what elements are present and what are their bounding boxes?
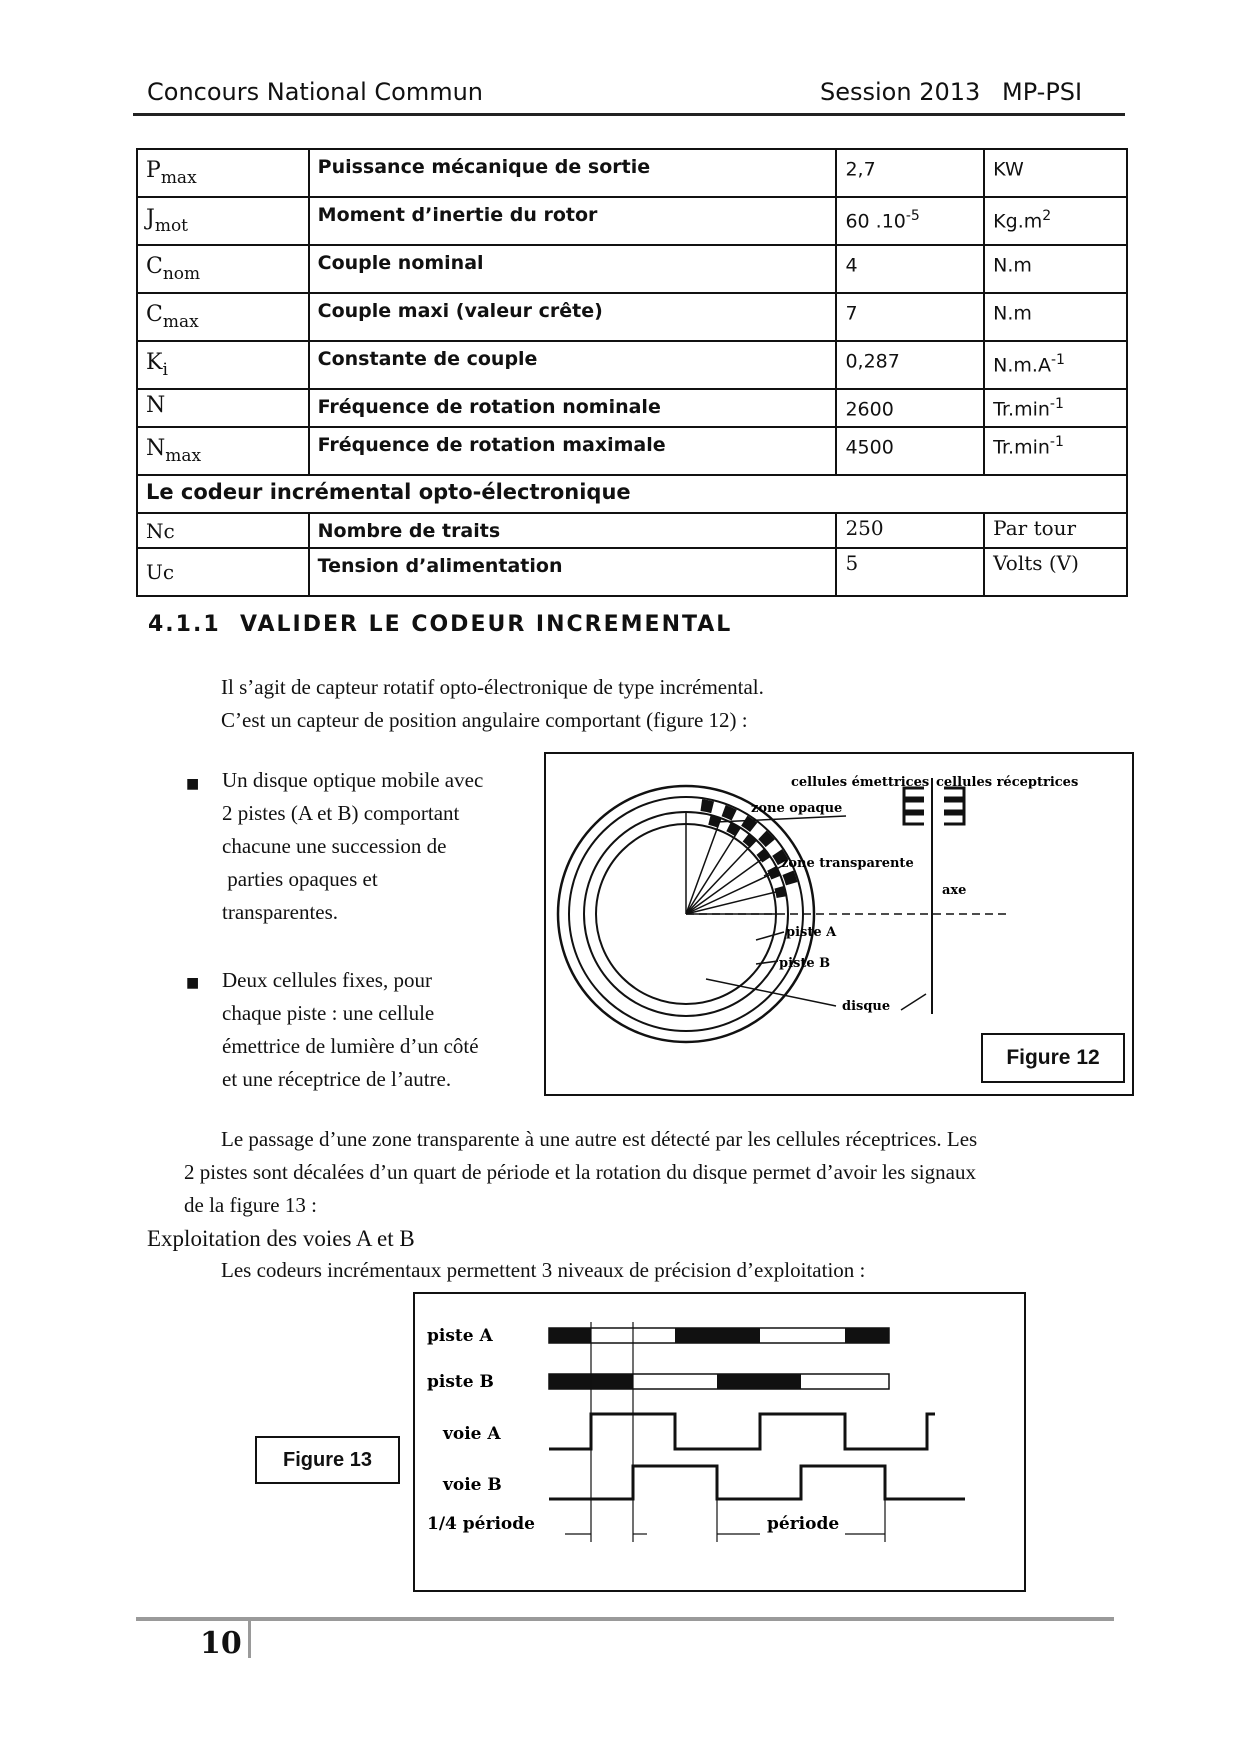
table-row [137, 197, 1127, 245]
signal-timing-diagram [415, 1294, 1024, 1590]
symbol-subscript: max [162, 312, 199, 332]
page-number: 10 [200, 1626, 242, 1661]
table-row [137, 149, 1127, 197]
label-axe: axe [942, 883, 967, 898]
bullet-marker: ■ [186, 776, 200, 792]
voie-a-signal [549, 1414, 935, 1449]
codeur-rows [137, 475, 1127, 596]
symbol: N [146, 518, 164, 543]
symbol-subscript: i [162, 360, 168, 380]
section-title [148, 612, 732, 637]
bullet-line: 2 pistes (A et B) comportant [222, 801, 460, 825]
label-receptrices: cellules réceptrices [936, 775, 1079, 790]
label-voie-a: voie A [443, 1424, 501, 1444]
intro-line-2: C’est un capteur de position angulaire comportant (figure 12) : [221, 708, 748, 732]
value: 2600 [845, 398, 894, 421]
bullet-line: Un disque optique mobile avec [222, 768, 484, 792]
table-row [137, 341, 1127, 389]
symbol-subscript: max [160, 168, 197, 188]
table-row [137, 513, 1127, 548]
unit: Volts (V) [984, 548, 1127, 596]
symbol: N [146, 393, 166, 418]
symbol: U [146, 560, 163, 584]
exploitation-text: Les codeurs incrémentaux permettent 3 niveaux de précision d’exploitation : [221, 1258, 866, 1282]
unit-exponent: -1 [1049, 434, 1064, 450]
symbol-subscript: c [163, 518, 175, 543]
table-row [137, 293, 1127, 341]
bullet-line: Deux cellules fixes, pour [222, 968, 432, 992]
label-periode: période [767, 1514, 840, 1534]
table-section-row [137, 475, 1127, 513]
description: Couple nominal [309, 245, 837, 293]
value: 2,7 [845, 158, 876, 181]
unit: KW [993, 158, 1024, 181]
unit: Par tour [984, 513, 1127, 548]
value: 5 [836, 548, 984, 596]
bullet-marker: ■ [186, 975, 200, 991]
description: Constante de couple [309, 341, 837, 389]
unit: Kg.m [993, 210, 1043, 233]
voie-b-signal [549, 1466, 965, 1499]
symbol: P [146, 158, 161, 183]
symbol-subscript: nom [162, 264, 201, 284]
unit: N.m.A [993, 354, 1051, 377]
symbol: J [146, 206, 155, 231]
exploitation-title: Exploitation des voies A et B [147, 1226, 415, 1251]
bullet-line: chaque piste : une cellule [222, 1001, 435, 1025]
section-number: 4.1.1 [148, 612, 221, 637]
track-b-bar [549, 1374, 889, 1389]
description: Puissance mécanique de sortie [309, 149, 837, 197]
description: Couple maxi (valeur crête) [309, 293, 837, 341]
motor-rows [137, 149, 1127, 475]
unit: Tr.min [993, 398, 1050, 421]
bullet-line: chacune une succession de [222, 834, 447, 858]
opaque-zone-outer [700, 799, 714, 813]
bullet-item-1 [222, 764, 483, 929]
symbol: N [146, 436, 166, 461]
label-quart-periode: 1/4 période [427, 1514, 535, 1534]
description: Moment d’inertie du rotor [309, 197, 837, 245]
label-voie-b: voie B [443, 1475, 502, 1495]
bullet-line: transparentes. [222, 900, 339, 924]
description: Fréquence de rotation maximale [309, 427, 837, 475]
codeur-heading: Le codeur incrémental opto-électronique [137, 475, 1127, 513]
symbol-subscript: max [165, 446, 202, 466]
symbol: C [146, 254, 163, 279]
page-number-bar [248, 1620, 251, 1658]
figure-13 [413, 1292, 1026, 1592]
unit-exponent: -1 [1050, 352, 1065, 368]
symbol: C [146, 302, 163, 327]
bullet-line: et une réceptrice de l’autre. [222, 1067, 452, 1091]
description: Nombre de traits [309, 513, 837, 548]
value: 0,287 [845, 350, 900, 373]
symbol: K [146, 350, 163, 375]
header-session: Session 2013 [820, 78, 981, 106]
table-row [137, 548, 1127, 596]
label-piste-a: piste A [786, 925, 837, 940]
paragraph-line-1: Le passage d’une zone transparente à une autre est détecté par les cellules réceptrices. Les [221, 1127, 978, 1151]
header-title: Concours National Commun [147, 78, 483, 106]
table-row [137, 427, 1127, 475]
bullet-line: parties opaques et [222, 867, 378, 891]
unit: Tr.min [993, 436, 1050, 459]
value: 60 .10 [845, 210, 906, 233]
value: 4500 [845, 436, 894, 459]
footer-rule [136, 1617, 1114, 1621]
track-a-bar [549, 1328, 889, 1343]
spec-table [136, 148, 1128, 597]
label-emettrices: cellules émettrices [791, 775, 930, 790]
label-piste-a: piste A [427, 1326, 493, 1346]
paragraph-line-2: 2 pistes sont décalées d’un quart de période et la rotation du disque permet d’avoir les signaux [184, 1160, 976, 1184]
value-exponent: -5 [905, 208, 920, 224]
symbol-subscript: mot [154, 216, 189, 236]
label-disque: disque [842, 999, 891, 1014]
header-rule [133, 113, 1125, 116]
section-heading: VALIDER LE CODEUR INCREMENTAL [239, 612, 733, 637]
figure-12-label: Figure 12 [981, 1033, 1125, 1083]
value: 4 [845, 254, 858, 277]
label-opaque: zone opaque [751, 801, 843, 816]
value: 7 [845, 302, 858, 325]
unit: N.m [993, 302, 1032, 325]
table-row [137, 389, 1127, 427]
figure-13-label: Figure 13 [255, 1436, 400, 1484]
bullet-item-2 [222, 964, 479, 1096]
description: Tension d’alimentation [309, 548, 837, 596]
header-filiere: MP-PSI [1002, 78, 1083, 106]
label-piste-b: piste B [779, 956, 831, 971]
label-piste-b: piste B [427, 1372, 494, 1392]
intro-line-1: Il s’agit de capteur rotatif opto-électronique de type incrémental. [221, 675, 764, 699]
time-marker-lines [591, 1322, 885, 1542]
optical-cells [904, 788, 964, 824]
symbol-subscript: c [162, 560, 175, 584]
unit: N.m [993, 254, 1032, 277]
description: Fréquence de rotation nominale [309, 389, 837, 427]
label-transparente: zone transparente [781, 856, 914, 871]
leader-lines [706, 816, 926, 1010]
unit-exponent: -1 [1049, 396, 1064, 412]
paragraph-line-3: de la figure 13 : [184, 1193, 317, 1217]
unit-exponent: 2 [1042, 208, 1052, 224]
bullet-line: émettrice de lumière d’un côté [222, 1034, 479, 1058]
value: 250 [836, 513, 984, 548]
table-row [137, 245, 1127, 293]
